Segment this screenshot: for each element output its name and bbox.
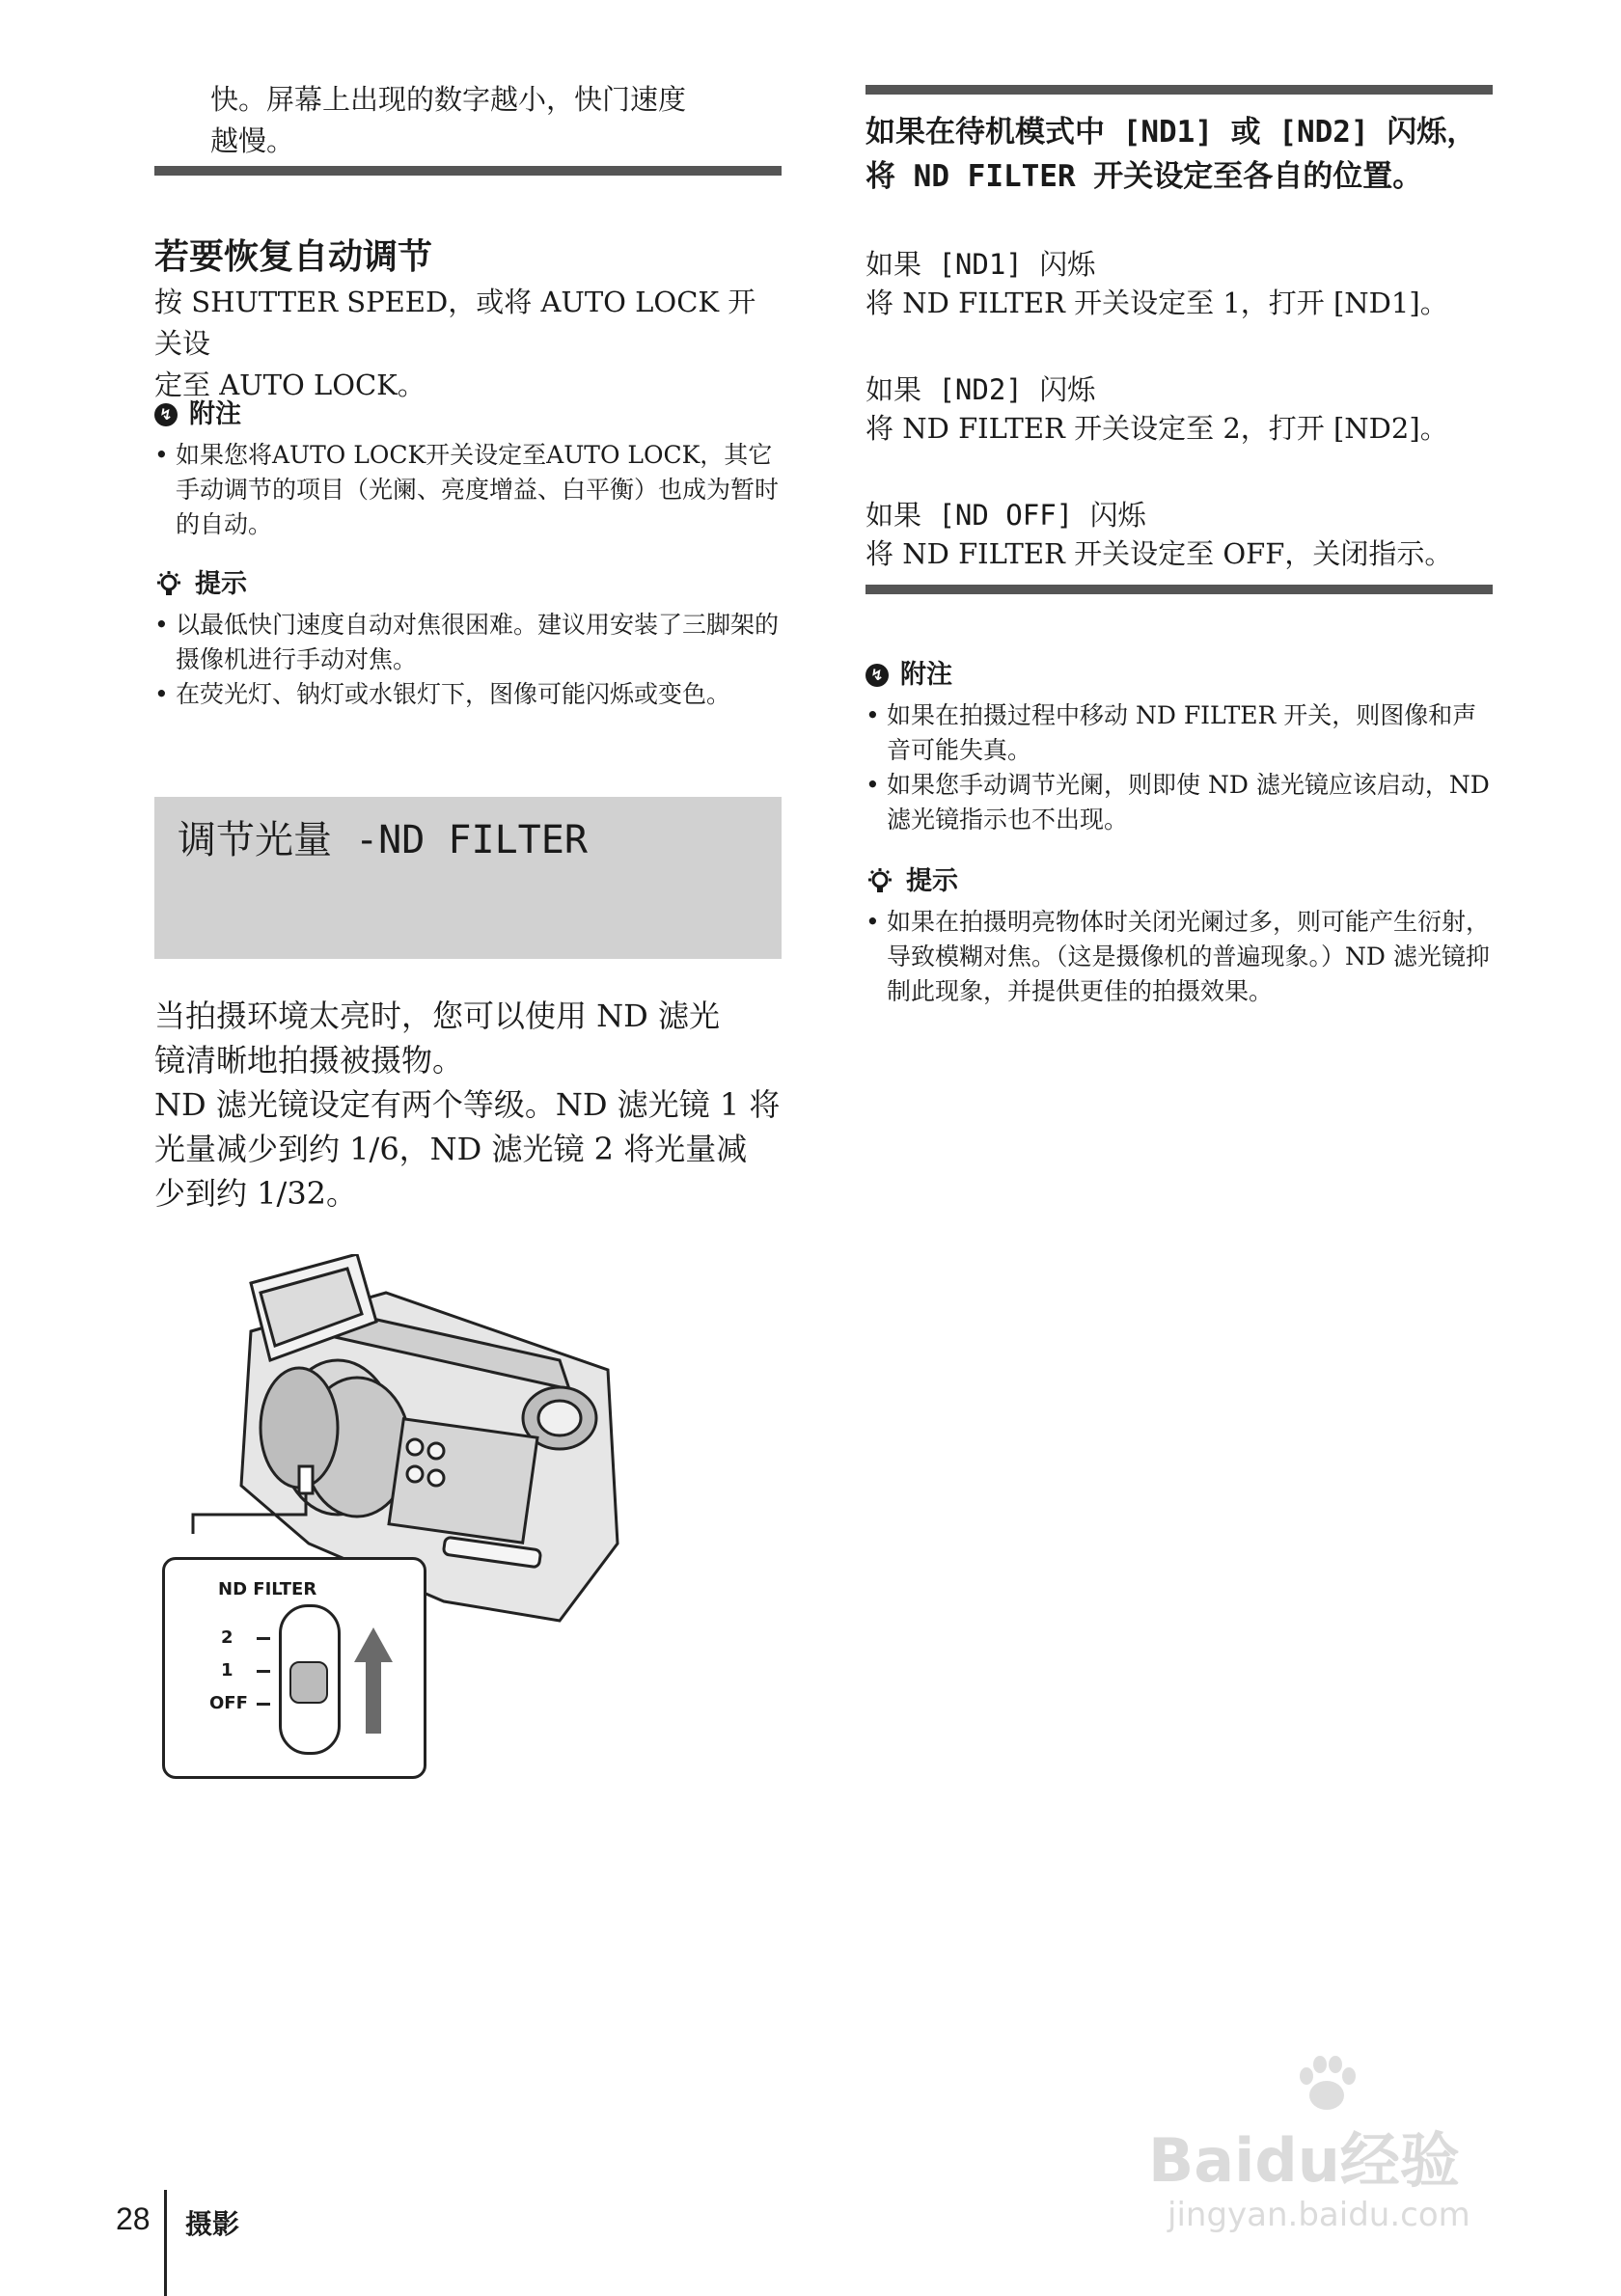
tip-heading: 提示 [865,864,1493,899]
right-bottom-rule [865,585,1493,594]
right-top-rule [865,85,1493,95]
note-icon: ↯ [865,664,889,687]
page-number: 28 [116,2201,151,2236]
case-nd-off: 如果 [ND OFF] 闪烁 将 ND FILTER 开关设定至 OFF，关闭指示。 [865,499,1453,570]
watermark-url: jingyan.baidu.com [1168,2196,1470,2234]
tip-block-2 [865,864,1493,1009]
footer-divider [164,2190,167,2296]
tip-block-1 [154,567,782,712]
tip-bulb-icon [865,867,894,896]
top-paragraph: 快。屏幕上出现的数字越小，快门速度 越慢。 [210,83,687,157]
auto-section-body: 按 SHUTTER SPEED，或将 AUTO LOCK 开关设 定至 AUTO LOCK。 [154,286,756,401]
nd-filter-title-box [154,797,782,959]
nd-filter-switch[interactable] [279,1604,341,1755]
nd-position-2: 2 [221,1627,234,1648]
note-heading: ↯ 附注 [865,658,1493,693]
footer-section: 摄影 [185,2208,240,2240]
right-heading: 如果在待机模式中 [ND1] 或 [ND2] 闪烁， 将 ND FILTER 开关设定至各自的位置。 [865,115,1477,194]
nd-filter-callout [162,1557,426,1779]
nd-intro-paragraph: 当拍摄环境太亮时，您可以使用 ND 滤光 镜清晰地拍摄被摄物。 [154,998,721,1079]
note-item: • 如果您手动调节光阑，则即使 ND 滤光镜应该启动，ND 滤光镜指示也不出现。 [865,768,1493,837]
nd-filter-title: 调节光量 -ND FILTER [178,818,588,862]
watermark-brand: Baidu经验 [1148,2125,1460,2196]
note-heading: ↯ 附注 [154,397,782,432]
note-block-1 [154,397,782,542]
paw-icon [1293,2055,1360,2113]
case-nd2: 如果 [ND2] 闪烁 将 ND FILTER 开关设定至 2，打开 [ND2]。 [865,373,1448,445]
note-icon: ↯ [154,403,178,426]
auto-section-heading: 若要恢复自动调节 [154,237,433,277]
arrow-up-icon [354,1627,393,1734]
nd-levels-paragraph: ND 滤光镜设定有两个等级。ND 滤光镜 1 将 光量减少到约 1/6，ND 滤光镜 2 将光量减 少到约 1/32。 [154,1086,781,1212]
tip-item: • 如果在拍摄明亮物体时关闭光阑过多，则可能产生衍射，导致模糊对焦。（这是摄像机的普遍现象。）ND 滤光镜抑制此现象，并提供更佳的拍摄效果。 [865,905,1493,1009]
tip-item: • 以最低快门速度自动对焦很困难。建议用安装了三脚架的摄像机进行手动对焦。 [154,608,782,677]
section-divider [154,166,782,176]
note-item: • 如果在拍摄过程中移动 ND FILTER 开关，则图像和声音可能失真。 [865,698,1493,768]
note-item: • 如果您将AUTO LOCK开关设定至AUTO LOCK，其它手动调节的项目（光阑、亮度增益、白平衡）也成为暂时的自动。 [154,438,782,542]
baidu-watermark [1148,2055,1534,2248]
nd-position-1: 1 [221,1660,234,1681]
nd-filter-label: ND FILTER [218,1579,317,1599]
nd-position-off: OFF [209,1693,248,1713]
case-nd1: 如果 [ND1] 闪烁 将 ND FILTER 开关设定至 1，打开 [ND1]。 [865,248,1448,319]
tip-item: • 在荧光灯、钠灯或水银灯下，图像可能闪烁或变色。 [154,677,782,712]
tip-heading: 提示 [154,567,782,602]
tip-bulb-icon [154,570,183,599]
note-block-2 [865,658,1493,837]
